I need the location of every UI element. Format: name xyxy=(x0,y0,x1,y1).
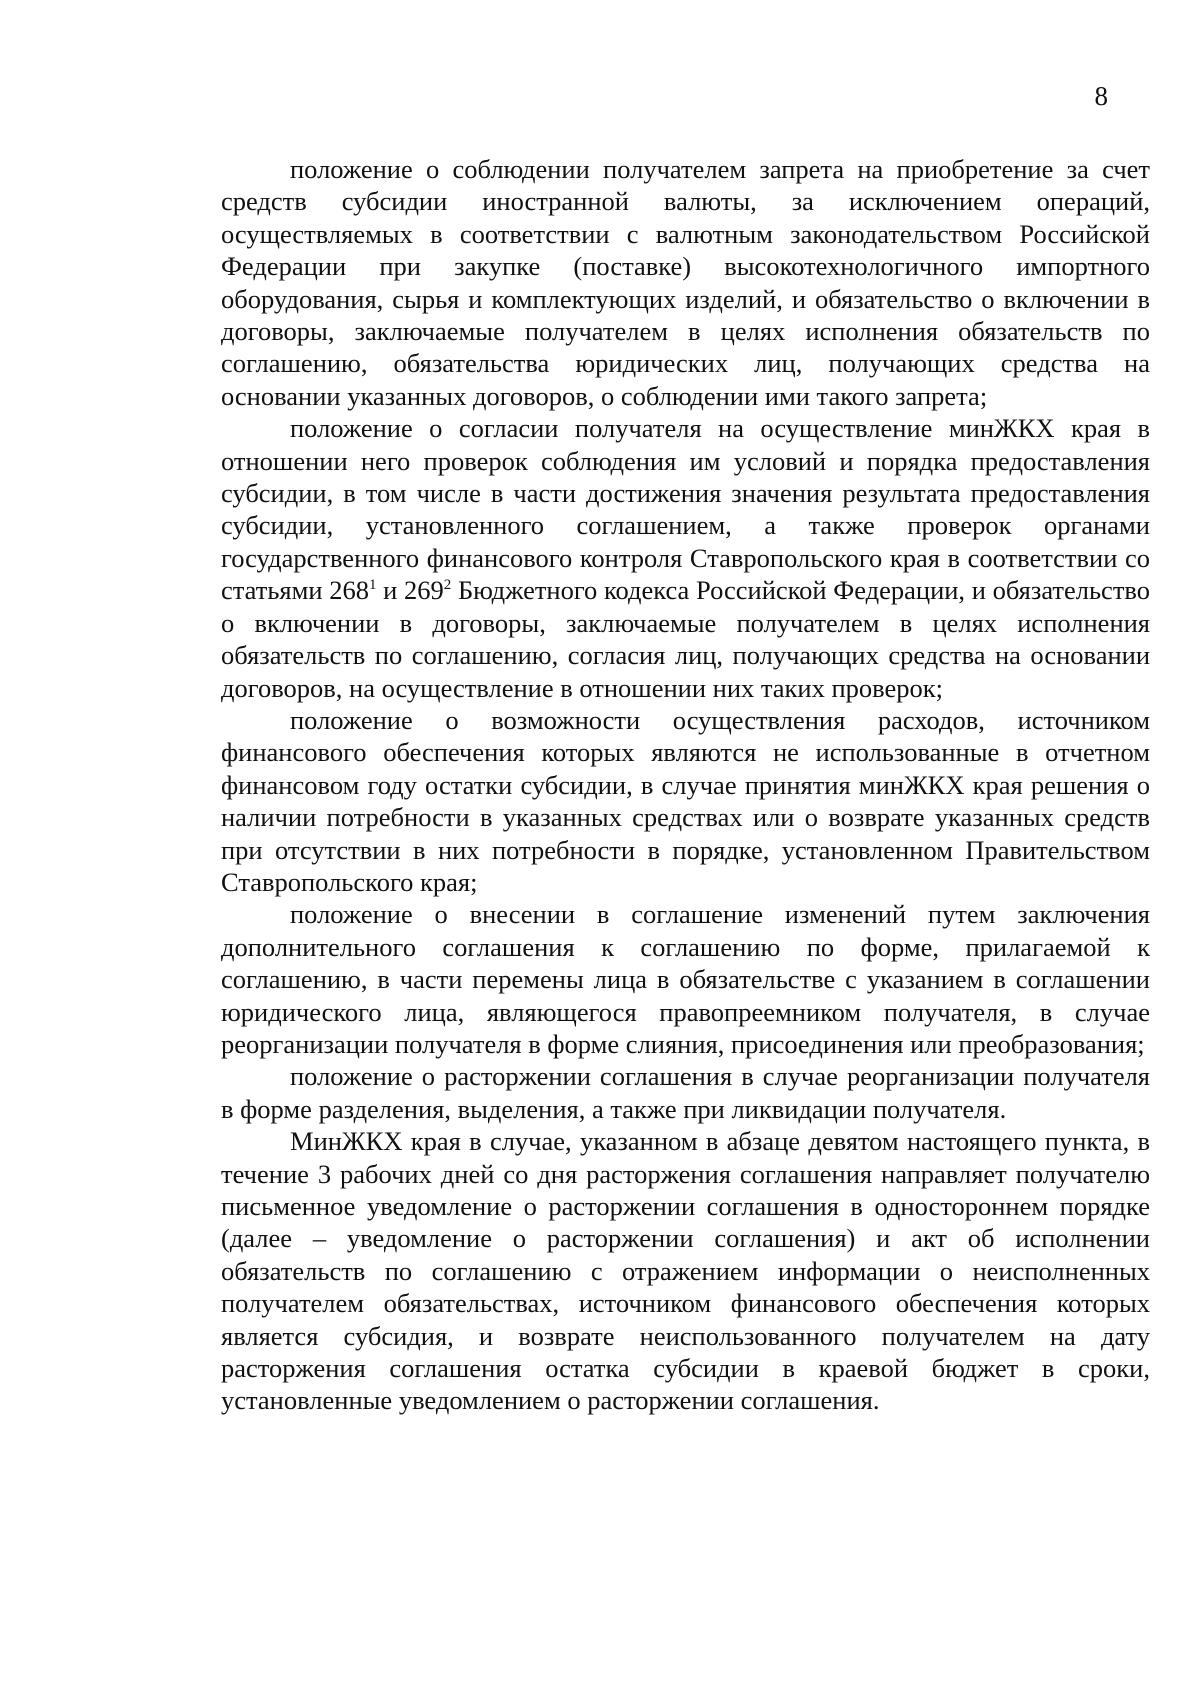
page-number: 8 xyxy=(1094,81,1108,111)
paragraph-currency-prohibition: положение о соблюдении получателем запрета на приобретение за счет средств субсидии иностранной валюты, за исключением операций, осуществляемых в соответствии с валютным законодательством Российской Федерации при закупке (поставке) высокотехнологичного импортного оборудования, сырья и комплектующих изделий, и обязательство о включении в договоры, заключаемые получателем в целях исполнения обязательств по соглашению, обязательства юридических лиц, получающих средства на основании указанных договоров, о соблюдении ими такого запрета; xyxy=(221,154,1150,411)
paragraph-text-after: Бюджетного кодекса Российской Федерации, и обязательство о включении в договоры, заключаемые получателем в целях исполнения обязательств по соглашению, согласия лиц, получающих средства на основании договоров, на осуществление в отношении них таких проверок; xyxy=(221,575,1150,703)
article-superscript-2: 2 xyxy=(443,577,452,594)
paragraph-agreement-amendment: положение о внесении в соглашение изменений путем заключения дополнительного соглашения к соглашению по форме, прилагаемой к соглашению, в части перемены лица в обязательстве с указанием в соглашении юридического лица, являющегося правопреемником получателя, в случае реорганизации получателя в форме слияния, присоединения или преобразования; xyxy=(221,899,1150,1059)
paragraph-inspection-consent xyxy=(221,412,1150,704)
paragraph-agreement-termination: положение о расторжении соглашения в случае реорганизации получателя в форме разделения, выделения, а также при ликвидации получателя. xyxy=(221,1061,1150,1124)
paragraph-text-middle: и 269 xyxy=(376,575,444,606)
article-superscript-1: 1 xyxy=(368,577,377,594)
document-body xyxy=(221,153,1150,1417)
paragraph-termination-notice: МинЖКХ края в случае, указанном в абзаце девятом настоящего пункта, в течение 3 рабочих дней со дня расторжения соглашения направляет получателю письменное уведомление о расторжении соглашения в одностороннем порядке (далее – уведомление о расторжении соглашения) и акт об исполнении обязательств по соглашению с отражением информации о неисполненных получателем обязательствах, источником финансового обеспечения которых является субсидия, и возврате неиспользованного получателем на дату расторжения соглашения остатка субсидии в краевой бюджет в сроки, установленные уведомлением о расторжении соглашения. xyxy=(221,1126,1150,1416)
paragraph-unused-balances: положение о возможности осуществления расходов, источником финансового обеспечения которых являются не использованные в отчетном финансовом году остатки субсидии, в случае принятия минЖКХ края решения о наличии потребности в указанных средствах или о возврате указанных средств при отсутствии в них потребности в порядке, установленном Правительством Ставропольского края; xyxy=(221,704,1150,897)
paragraph-text-before: положение о согласии получателя на осуществление минЖКХ края в отношении него проверок соблюдения им условий и порядка предоставления субсидии, в том числе в части достижения значения результата предоставления субсидии, установленного соглашением, а также проверок органами государственного финансового контроля Ставропольского края в соответствии со статьями 268 xyxy=(221,413,1150,606)
